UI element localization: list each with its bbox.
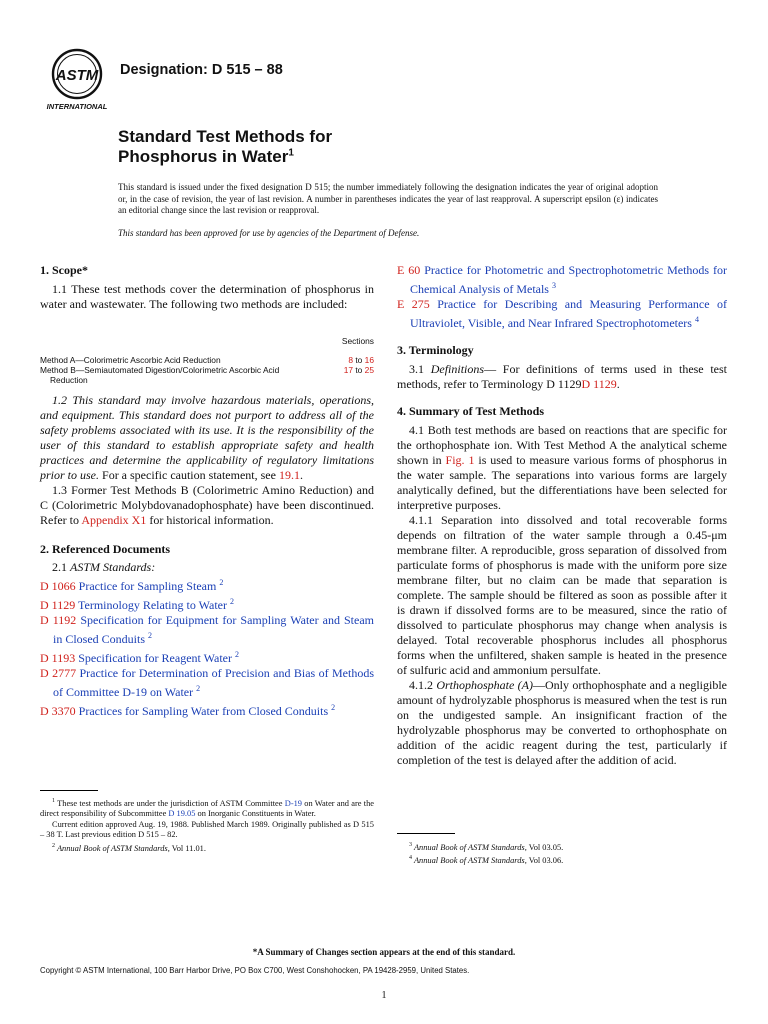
designation: Designation: D 515 – 88 <box>120 62 283 78</box>
method-b-row <box>40 365 374 375</box>
fn1-sup: 1 <box>52 798 55 804</box>
fn1-c: on Inorganic Constituents in Water. <box>195 809 316 819</box>
title-footnote-ref[interactable]: 1 <box>288 147 294 159</box>
fn3-text: , Vol 03.05. <box>524 842 564 852</box>
footnote-rule-left <box>40 790 98 791</box>
reference-code-link[interactable]: D 1066 <box>40 579 76 593</box>
copyright: Copyright © ASTM International, 100 Barr Harbor Drive, PO Box C700, West Conshohocken, PA 19428-2959, United States. <box>40 966 470 975</box>
standard-notice: This standard is issued under the fixed designation D 515; the number immediately following the designation indicates the year of original adoption or, in the case of revision, the year of last revision. A number in parentheses indicates the year of last reapproval. A superscript epsilon (ε) indicates an editorial change since the last revision or reapproval. <box>118 182 658 215</box>
reference-code-link[interactable]: D 2777 <box>40 666 77 680</box>
safety-statement: 1.2 This standard may involve hazardous materials, operations, and equipment. This standard does not purport to address all of the safety problems associated with its use. It is the responsibility of the user of this standard to establish appropriate safety and health practices and determine the applicability of regulatory limitations prior to use. <box>40 393 374 482</box>
reference-item <box>40 666 374 700</box>
s412-text: —Only orthophosphate and a negligible amount of hydrolyzable phosphorus is measured when the test is run on the undigested sample. An insignificant fraction of the hydrolyzable phosphorus may be converted to orthophosphate on addition of the acidic reagent during the test, particularly if completion of the test is delayed after the addition of acid. <box>397 678 727 767</box>
referenced-list <box>40 575 374 719</box>
astm-standards-subhead <box>40 560 374 575</box>
fn2-text: , Vol 11.01. <box>167 843 206 853</box>
method-a-from-link[interactable]: 8 <box>348 355 354 365</box>
summary-4-1-start: 4.1 Both test methods are based on reactions that are specific for the orthophosphate ion. With Test Method A the analytical scheme shown in <box>397 423 727 467</box>
reference-footnote-ref[interactable]: 2 <box>229 597 234 606</box>
scope-1-3-start: 1.3 Former Test Methods B (Colorimetric Amino Reduction) and C (Colorimetric Molybdovanadophosphate) have been discontinued. Refer to <box>40 483 374 527</box>
title-text: Phosphorus in Water <box>118 147 289 166</box>
summary-changes-note: *A Summary of Changes section appears at the end of this standard. <box>252 947 516 957</box>
fn2-sup: 2 <box>52 842 55 849</box>
method-b-from-link[interactable]: 17 <box>343 365 354 375</box>
fn4-italic: Annual Book of ASTM Standards <box>412 856 525 866</box>
left-column <box>40 263 374 719</box>
range-word: to <box>355 355 363 365</box>
terminology-3-1 <box>397 362 727 392</box>
referenced-list-continued <box>397 263 727 331</box>
fn4-sup: 4 <box>409 855 412 862</box>
reference-footnote-ref[interactable]: 2 <box>196 684 201 693</box>
reference-footnote-ref[interactable]: 2 <box>331 703 336 712</box>
reference-code-link[interactable]: E 60 <box>397 263 421 277</box>
reference-footnote-ref[interactable]: 2 <box>234 650 239 659</box>
fn2-italic: Annual Book of ASTM Standards <box>55 843 168 853</box>
s412-italic: Orthophosphate (A) <box>436 678 534 692</box>
reference-title-link[interactable]: Terminology Relating to Water <box>78 598 227 612</box>
method-b-label: Method B—Semiautomated Digestion/Colorimetric Ascorbic Acid <box>40 365 280 375</box>
reference-footnote-ref[interactable]: 4 <box>694 315 699 324</box>
summary-4-1-end: is used to measure various forms of phosphorus in the water sample. The separations into various forms are largely analytically defined, but the differentiations have been selected for interpretive purposes. <box>397 453 728 512</box>
footnotes-left <box>40 796 374 854</box>
method-b-label-cont: Reduction <box>50 375 88 385</box>
terminology-heading: 3. Terminology <box>397 343 474 357</box>
scope-heading: 1. Scope* <box>40 263 88 277</box>
method-a-row <box>40 355 374 365</box>
fn1-a: These test methods are under the jurisdiction of ASTM Committee <box>55 798 285 808</box>
footnotes-right <box>397 840 727 867</box>
logo-subtext: INTERNATIONAL <box>46 102 108 111</box>
reference-item <box>40 647 374 666</box>
term-num: 3.1 <box>409 362 431 376</box>
reference-footnote-ref[interactable]: 2 <box>219 578 224 587</box>
astm-logo <box>42 46 112 112</box>
range-word: to <box>355 365 363 375</box>
reference-item <box>397 263 727 297</box>
fn3-sup: 3 <box>409 842 412 848</box>
reference-code-link[interactable]: D 1192 <box>40 613 77 627</box>
reference-title-link[interactable]: Practice for Photometric and Spectrophotometric Methods for Chemical Analysis of Metals <box>410 263 727 296</box>
fn1-b: on Water and are the direct responsibility of Subcommittee <box>40 798 375 819</box>
title-line-1: Standard Test Methods for <box>118 127 333 146</box>
footnote-4 <box>397 853 727 866</box>
punct: . <box>616 377 620 391</box>
fn4-text: , Vol 03.06. <box>524 856 564 866</box>
reference-title-link[interactable]: Practice for Determination of Precision and Bias of Methods of Committee D-19 on Water <box>53 666 374 699</box>
footnote-rule-right <box>397 833 455 834</box>
subhead-text: ASTM Standards: <box>70 560 156 574</box>
reference-title-link[interactable]: Practices for Sampling Water from Closed Conduits <box>78 704 329 718</box>
term-italic: Definitions <box>430 362 485 376</box>
subcommittee-link[interactable]: D 19.05 <box>168 809 196 819</box>
astm-logo-icon <box>42 46 112 112</box>
method-a-sections <box>348 355 374 365</box>
sections-label: Sections <box>341 336 374 346</box>
reference-item <box>40 613 374 647</box>
scope-1-1: 1.1 These test methods cover the determination of phosphorus in water and wastewater. The following two methods are included: <box>40 282 374 311</box>
caution-link[interactable]: 19.1 <box>278 468 300 482</box>
method-a-label: Method A—Colorimetric Ascorbic Acid Reduction <box>40 355 221 365</box>
summary-4-1-2 <box>397 678 727 768</box>
committee-link[interactable]: D-19 <box>284 798 302 808</box>
scope-1-3-end: for historical information. <box>146 513 274 527</box>
reference-code-link[interactable]: D 1129 <box>40 598 76 612</box>
reference-title-link[interactable]: Practice for Sampling Steam <box>78 579 217 593</box>
scope-1-2-tail: For a specific caution statement, see <box>99 468 279 482</box>
fn3-italic: Annual Book of ASTM Standards <box>412 842 525 852</box>
reference-item <box>40 575 374 594</box>
reference-code-link[interactable]: E 275 <box>397 297 430 311</box>
scope-1-2 <box>40 393 374 483</box>
term-text: — For definitions of terms used in these test methods, refer to Terminology D 1129 <box>397 362 728 391</box>
footnote-3 <box>397 840 727 853</box>
footnote-1 <box>40 796 374 820</box>
method-b-to-link[interactable]: 25 <box>364 365 374 375</box>
logo-text: ASTM <box>55 67 99 84</box>
summary-heading: 4. Summary of Test Methods <box>397 404 545 418</box>
right-column <box>397 263 727 768</box>
reference-footnote-ref[interactable]: 3 <box>551 281 556 290</box>
summary-4-1 <box>397 423 727 513</box>
reference-item <box>40 594 374 613</box>
method-a-to-link[interactable]: 16 <box>364 355 374 365</box>
method-b-sections <box>344 365 374 375</box>
terminology-link[interactable]: D 1129 <box>581 377 617 391</box>
footnote-1-edition: Current edition approved Aug. 19, 1988. Published March 1989. Originally published as D 515 – 38 T. Last previous edition D 515 – 82. <box>40 819 374 840</box>
reference-item <box>40 700 374 719</box>
reference-code-link[interactable]: D 1193 <box>40 651 76 665</box>
title-line-2 <box>118 147 294 167</box>
dod-approval: This standard has been approved for use by agencies of the Department of Defense. <box>118 228 420 238</box>
subhead-num: 2.1 <box>52 560 70 574</box>
punct: . <box>299 468 303 482</box>
summary-4-1-1: 4.1.1 Separation into dissolved and total recoverable forms depends on filtration of the water sample through a 0.45-μm membrane filter. A reproducible, gross separation of dissolved from particulate forms of phosphorus is made with the uniform pore size membrane filter, but no claim can be made that separation is complete. The sample should be filtered as soon as possible after it is drawn if dissolved forms are to be measured, since the ratio of dissolved to particulate phosphorus may change when analysis is delayed. Total recoverable phosphorus includes all phosphorus forms when the unfiltered, shaken sample is heated in the presence of sulfuric acid and ammonium persulfate. <box>397 513 727 677</box>
sections-table <box>40 336 374 385</box>
reference-item <box>397 297 727 331</box>
reference-code-link[interactable]: D 3370 <box>40 704 76 718</box>
reference-title-link[interactable]: Practice for Describing and Measuring Performance of Ultraviolet, Visible, and Near Infrared Spectrophotometers <box>410 297 728 330</box>
s412-num: 4.1.2 <box>409 678 437 692</box>
scope-1-3 <box>40 483 374 528</box>
footnote-2 <box>40 841 374 854</box>
figure-1-link[interactable]: Fig. 1 <box>445 453 475 467</box>
reference-title-link[interactable]: Specification for Reagent Water <box>78 651 232 665</box>
reference-title-link[interactable]: Specification for Equipment for Sampling Water and Steam in Closed Conduits <box>53 613 374 646</box>
reference-footnote-ref[interactable]: 2 <box>148 631 153 640</box>
referenced-heading: 2. Referenced Documents <box>40 542 171 556</box>
page-number: 1 <box>381 990 387 1001</box>
appendix-link[interactable]: Appendix X1 <box>81 513 147 527</box>
